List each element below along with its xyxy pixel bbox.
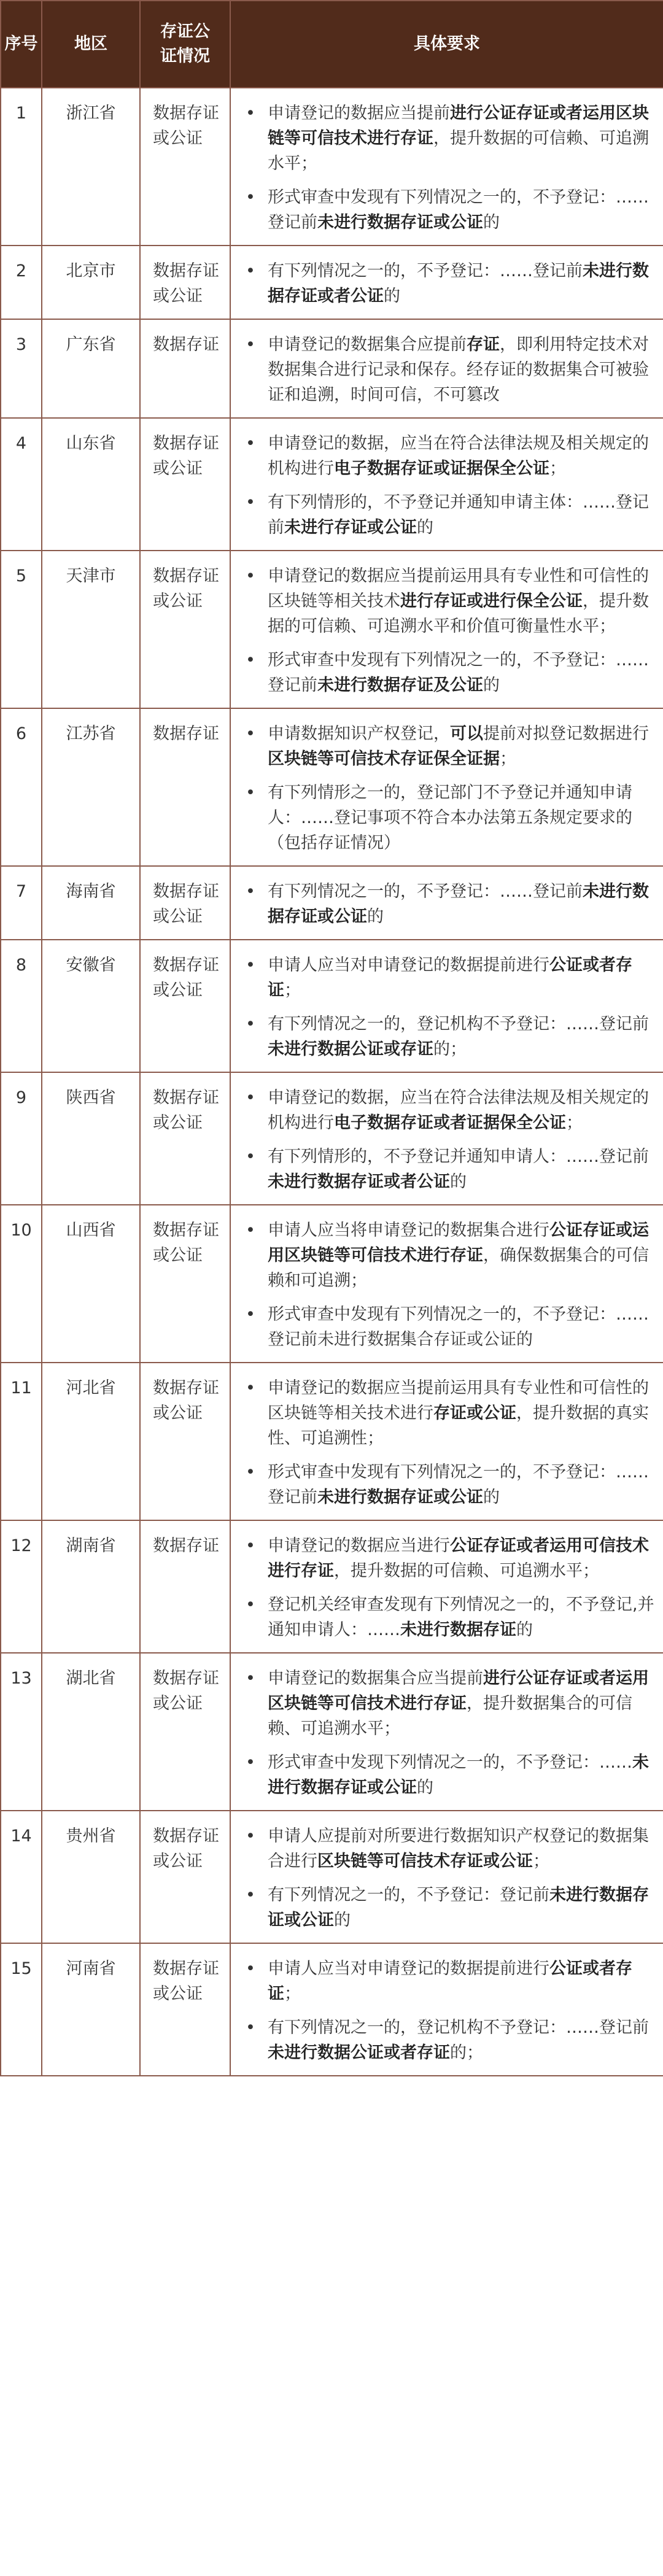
requirement-text: ； <box>500 749 516 768</box>
table-row <box>1 246 663 319</box>
row-number: 15 <box>1 1943 42 2076</box>
requirement-list <box>231 1666 657 1800</box>
row-region: 山东省 <box>42 418 140 551</box>
requirement-text: ，提升数据的可信赖、可追溯水平； <box>268 129 649 173</box>
requirement-emphasis: 公证或者存证 <box>268 956 632 1000</box>
requirement-item <box>231 1592 657 1642</box>
row-region: 贵州省 <box>42 1811 140 1943</box>
bullet-icon: • <box>246 1536 255 1555</box>
row-requirements <box>230 1205 663 1363</box>
requirement-text: 的 <box>384 287 400 306</box>
bullet-icon: • <box>246 882 255 901</box>
requirement-item <box>231 648 657 698</box>
requirement-list <box>231 1218 657 1352</box>
requirement-item <box>231 1666 657 1741</box>
requirement-list <box>231 563 657 698</box>
requirement-text: ； <box>566 1113 583 1132</box>
requirement-text: ，提升数据集合的可信赖、可追溯水平； <box>268 1694 632 1738</box>
requirement-emphasis: 未进行数据存证或者公证 <box>268 261 649 306</box>
requirement-item <box>231 1375 657 1451</box>
row-requirements <box>230 88 663 246</box>
requirement-text: 形式审查中发现有下列情况之一的，不予登记：……登记前 <box>268 1463 649 1507</box>
requirement-text: ； <box>284 1984 301 2003</box>
row-number: 7 <box>1 866 42 940</box>
requirement-list <box>231 332 657 408</box>
row-requirements <box>230 1363 663 1520</box>
requirement-text: 形式审查中发现有下列情况之一的，不予登记：……登记前未进行数据集合存证或公证的 <box>268 1305 649 1349</box>
requirement-text: ，即利用特定技术对数据集合进行记录和保存。经存证的数据集合可被验证和追溯，时间可信，不可篡改 <box>268 335 649 404</box>
requirement-text: ； <box>284 981 301 1000</box>
row-status: 数据存证或公证 <box>140 1943 230 2076</box>
requirement-text: 的 <box>483 213 500 232</box>
row-region: 山西省 <box>42 1205 140 1363</box>
table-row <box>1 1943 663 2076</box>
requirement-item <box>231 258 657 309</box>
bullet-icon: • <box>246 956 255 975</box>
requirement-item <box>231 563 657 639</box>
table-header <box>1 1 663 88</box>
bullet-icon: • <box>246 1669 255 1688</box>
requirement-item <box>231 953 657 1003</box>
requirement-item <box>231 1144 657 1194</box>
row-requirements <box>230 940 663 1072</box>
requirement-item <box>231 1218 657 1293</box>
requirement-emphasis: 电子数据存证或者证据保全公证 <box>334 1113 566 1132</box>
table-row <box>1 1653 663 1811</box>
requirement-emphasis: 进行公证存证或者运用区块链等可信技术进行存证 <box>268 104 649 148</box>
requirement-list <box>231 1824 657 1933</box>
bullet-icon: • <box>246 1463 255 1482</box>
row-status: 数据存证或公证 <box>140 866 230 940</box>
row-region: 海南省 <box>42 866 140 940</box>
row-status: 数据存证或公证 <box>140 551 230 708</box>
row-requirements <box>230 866 663 940</box>
row-number: 8 <box>1 940 42 1072</box>
requirement-text: 申请人应当对申请登记的数据提前进行 <box>268 956 549 975</box>
table-row <box>1 940 663 1072</box>
requirement-text: 申请人应当将申请登记的数据集合进行 <box>268 1221 549 1240</box>
table-row <box>1 418 663 551</box>
requirement-item <box>231 431 657 481</box>
requirement-list <box>231 879 657 929</box>
requirement-text: 的 <box>367 907 384 926</box>
bullet-icon: • <box>246 567 255 586</box>
row-status: 数据存证 <box>140 708 230 866</box>
table-row <box>1 88 663 246</box>
bullet-icon: • <box>246 2018 255 2037</box>
row-status: 数据存证或公证 <box>140 1363 230 1520</box>
requirement-list <box>231 101 657 235</box>
row-number: 3 <box>1 319 42 418</box>
requirement-text: ； <box>533 1852 549 1871</box>
row-region: 河南省 <box>42 1943 140 2076</box>
bullet-icon: • <box>246 1886 255 1905</box>
requirement-text: ； <box>549 459 566 478</box>
header-requirement: 具体要求 <box>230 1 663 88</box>
requirement-text: 有下列情况之一的，登记机构不予登记：……登记前 <box>268 1015 649 1034</box>
row-requirements <box>230 1072 663 1205</box>
requirement-item <box>231 1085 657 1135</box>
row-number: 4 <box>1 418 42 551</box>
requirement-emphasis: 未进行数据存证或公证 <box>317 1488 483 1507</box>
requirement-list <box>231 431 657 540</box>
requirement-item <box>231 2015 657 2065</box>
requirement-text: 申请人应当对申请登记的数据提前进行 <box>268 1959 549 1978</box>
requirement-item <box>231 1956 657 2006</box>
table-row <box>1 319 663 418</box>
requirement-text: 申请登记的数据应当进行 <box>268 1536 450 1555</box>
row-region: 河北省 <box>42 1363 140 1520</box>
header-status: 存证公证情况 <box>140 1 230 88</box>
row-region: 安徽省 <box>42 940 140 1072</box>
bullet-icon: • <box>246 724 255 743</box>
requirement-text: ，提升数据的真实性、可追溯性； <box>268 1404 649 1448</box>
requirement-item <box>231 1533 657 1584</box>
row-number: 13 <box>1 1653 42 1811</box>
header-no: 序号 <box>1 1 42 88</box>
requirement-text: 申请登记的数据，应当在符合法律法规及相关规定的机构进行 <box>268 434 649 478</box>
requirement-emphasis: 未进行数据公证或存证 <box>268 1040 433 1059</box>
row-number: 6 <box>1 708 42 866</box>
bullet-icon: • <box>246 261 255 280</box>
requirement-text: 的 <box>417 1778 433 1797</box>
bullet-icon: • <box>246 104 255 123</box>
row-number: 11 <box>1 1363 42 1520</box>
requirement-item <box>231 332 657 408</box>
requirement-text: 形式审查中发现有下列情况之一的，不予登记：……登记前 <box>268 651 649 695</box>
table-row <box>1 1520 663 1653</box>
bullet-icon: • <box>246 1379 255 1398</box>
row-number: 2 <box>1 246 42 319</box>
row-status: 数据存证 <box>140 319 230 418</box>
requirement-text: 申请人应提前对所要进行数据知识产权登记的数据集合进行 <box>268 1827 649 1871</box>
row-region: 北京市 <box>42 246 140 319</box>
requirement-text: 有下列情况之一的，不予登记：登记前 <box>268 1886 549 1905</box>
requirement-text: 形式审查中发现下列情况之一的，不予登记：…… <box>268 1753 632 1772</box>
requirement-emphasis: 进行公证存证或者运用区块链等可信技术进行存证 <box>268 1669 649 1713</box>
requirement-text: 申请登记的数据，应当在符合法律法规及相关规定的机构进行 <box>268 1088 649 1132</box>
bullet-icon: • <box>246 651 255 670</box>
row-region: 湖南省 <box>42 1520 140 1653</box>
requirement-list <box>231 1375 657 1510</box>
requirement-emphasis: 未进行数据存证或者公证 <box>268 1172 450 1191</box>
requirement-emphasis: 未进行数据存证或公证 <box>317 213 483 232</box>
row-region: 广东省 <box>42 319 140 418</box>
requirement-emphasis: 公证或者存证 <box>268 1959 632 2003</box>
row-number: 14 <box>1 1811 42 1943</box>
table-row <box>1 708 663 866</box>
requirement-text: 的； <box>450 2043 483 2062</box>
bullet-icon: • <box>246 1305 255 1324</box>
requirement-text: 登记机关经审查发现有下列情况之一的，不予登记,并通知申请人：…… <box>268 1595 654 1639</box>
row-region: 江苏省 <box>42 708 140 866</box>
requirement-list <box>231 1533 657 1642</box>
row-requirements <box>230 418 663 551</box>
header-region: 地区 <box>42 1 140 88</box>
requirement-text: 形式审查中发现有下列情况之一的，不予登记：……登记前 <box>268 188 649 232</box>
requirement-emphasis: 电子数据存证或证据保全公证 <box>334 459 549 478</box>
requirement-emphasis: 存证或公证 <box>433 1404 516 1423</box>
requirement-list <box>231 721 657 856</box>
requirement-item <box>231 879 657 929</box>
requirement-text: 有下列情况之一的，不予登记：……登记前 <box>268 882 583 901</box>
row-region: 陕西省 <box>42 1072 140 1205</box>
requirement-text: 的 <box>516 1620 533 1639</box>
table-row <box>1 866 663 940</box>
requirement-emphasis: 未进行存证或公证 <box>284 518 417 537</box>
requirement-item <box>231 1011 657 1062</box>
row-status: 数据存证或公证 <box>140 1072 230 1205</box>
row-region: 湖北省 <box>42 1653 140 1811</box>
bullet-icon: • <box>246 1221 255 1240</box>
row-status: 数据存证或公证 <box>140 246 230 319</box>
requirement-emphasis: 未进行数据存证或公证 <box>268 882 649 926</box>
row-number: 10 <box>1 1205 42 1363</box>
table-row <box>1 1811 663 1943</box>
requirement-item <box>231 1750 657 1800</box>
row-requirements <box>230 1811 663 1943</box>
row-status: 数据存证或公证 <box>140 418 230 551</box>
requirement-list <box>231 1956 657 2065</box>
row-status: 数据存证或公证 <box>140 88 230 246</box>
requirement-text: 有下列情形的，不予登记并通知申请人：……登记前 <box>268 1147 649 1166</box>
requirement-text: ，提升数据的可信赖、可追溯水平和价值可衡量性水平； <box>268 592 649 636</box>
requirement-emphasis: 可以 <box>450 724 483 743</box>
requirement-emphasis: 未进行数据存证 <box>400 1620 516 1639</box>
bullet-icon: • <box>246 1147 255 1166</box>
bullet-icon: • <box>246 493 255 512</box>
requirement-text: 的 <box>483 676 500 695</box>
requirement-item <box>231 490 657 540</box>
requirement-emphasis: 未进行数据公证或者存证 <box>268 2043 450 2062</box>
bullet-icon: • <box>246 1088 255 1107</box>
requirement-item <box>231 101 657 176</box>
row-number: 1 <box>1 88 42 246</box>
requirement-text: 的； <box>433 1040 467 1059</box>
requirement-text: 的 <box>334 1911 351 1930</box>
bullet-icon: • <box>246 783 255 802</box>
table-body <box>1 88 663 2076</box>
row-requirements <box>230 1520 663 1653</box>
table-row <box>1 1205 663 1363</box>
requirement-list <box>231 258 657 309</box>
requirement-emphasis: 未进行数据存证及公证 <box>317 676 483 695</box>
row-region: 浙江省 <box>42 88 140 246</box>
row-requirements <box>230 319 663 418</box>
requirement-item <box>231 1460 657 1510</box>
requirement-item <box>231 1302 657 1352</box>
requirement-item <box>231 780 657 856</box>
requirement-list <box>231 1085 657 1194</box>
table-row <box>1 1363 663 1520</box>
requirement-emphasis: 公证存证或运用区块链等可信技术进行存证 <box>268 1221 649 1265</box>
row-status: 数据存证或公证 <box>140 1811 230 1943</box>
requirement-text: 申请登记的数据集合应提前 <box>268 335 467 354</box>
requirement-item <box>231 1824 657 1874</box>
row-status: 数据存证 <box>140 1520 230 1653</box>
requirement-text: 有下列情况之一的，不予登记：……登记前 <box>268 261 583 280</box>
row-requirements <box>230 551 663 708</box>
requirement-text: 有下列情形之一的，登记部门不予登记并通知申请人：……登记事项不符合本办法第五条规定要求的（包括存证情况） <box>268 783 632 853</box>
row-requirements <box>230 708 663 866</box>
requirement-emphasis: 存证 <box>467 335 500 354</box>
bullet-icon: • <box>246 1595 255 1614</box>
requirement-text: 有下列情况之一的，登记机构不予登记：……登记前 <box>268 2018 649 2037</box>
requirement-emphasis: 进行存证或进行保全公证 <box>400 592 583 611</box>
bullet-icon: • <box>246 335 255 354</box>
row-status: 数据存证或公证 <box>140 1653 230 1811</box>
bullet-icon: • <box>246 1015 255 1034</box>
requirement-text: 申请登记的数据应当提前运用具有专业性和可信性的区块链等相关技术进行 <box>268 1379 649 1423</box>
requirement-text: 提前对拟登记数据进行 <box>483 724 649 743</box>
requirement-emphasis: 区块链等可信技术存证或公证 <box>317 1852 533 1871</box>
row-number: 5 <box>1 551 42 708</box>
bullet-icon: • <box>246 1753 255 1772</box>
requirement-text: 的 <box>483 1488 500 1507</box>
bullet-icon: • <box>246 1959 255 1978</box>
table-row <box>1 551 663 708</box>
requirement-text: 的 <box>417 518 433 537</box>
row-requirements <box>230 1943 663 2076</box>
requirement-text: 有下列情形的，不予登记并通知申请主体：……登记前 <box>268 493 649 537</box>
row-number: 12 <box>1 1520 42 1653</box>
row-status: 数据存证或公证 <box>140 1205 230 1363</box>
table-row <box>1 1072 663 1205</box>
requirement-item <box>231 1882 657 1933</box>
requirement-text: ，确保数据集合的可信赖和可追溯； <box>268 1246 649 1290</box>
requirement-emphasis: 未进行数据存证或公证 <box>268 1753 649 1797</box>
requirement-text: 的 <box>450 1172 467 1191</box>
requirement-emphasis: 未进行数据存证或公证 <box>268 1886 649 1930</box>
row-requirements <box>230 1653 663 1811</box>
requirement-emphasis: 区块链等可信技术存证保全证据 <box>268 749 500 768</box>
requirement-text: 申请登记的数据集合应当提前 <box>268 1669 483 1688</box>
requirement-emphasis: 公证存证或者运用可信技术进行存证 <box>268 1536 649 1580</box>
requirement-item <box>231 721 657 772</box>
row-region: 天津市 <box>42 551 140 708</box>
row-requirements <box>230 246 663 319</box>
requirement-item <box>231 185 657 235</box>
requirement-text: 申请数据知识产权登记， <box>268 724 450 743</box>
requirement-list <box>231 953 657 1062</box>
row-status: 数据存证或公证 <box>140 940 230 1072</box>
bullet-icon: • <box>246 1827 255 1846</box>
bullet-icon: • <box>246 188 255 207</box>
requirement-text: 申请登记的数据应当提前运用具有专业性和可信性的区块链等相关技术 <box>268 567 649 611</box>
requirement-text: 申请登记的数据应当提前 <box>268 104 450 123</box>
bullet-icon: • <box>246 434 255 453</box>
row-number: 9 <box>1 1072 42 1205</box>
requirement-text: ，提升数据的可信赖、可追溯水平； <box>334 1561 599 1580</box>
